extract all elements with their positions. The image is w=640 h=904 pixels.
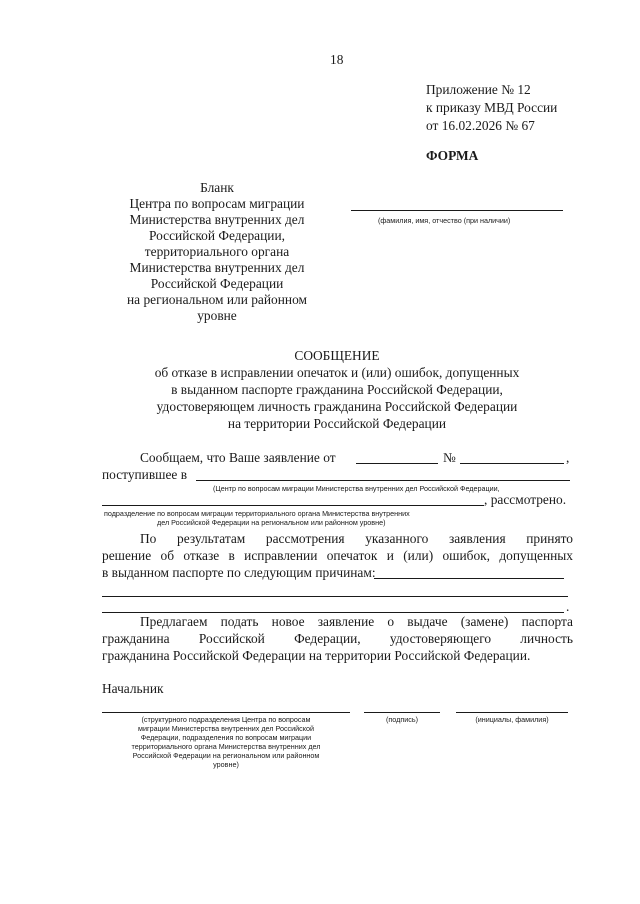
received-in-caption: (Центр по вопросам миграции Министерства внутренних дел Российской Федерации, [213, 484, 500, 493]
recipient-caption: (фамилия, имя, отчество (при наличии) [378, 216, 511, 225]
initials-caption: (инициалы, фамилия) [475, 715, 549, 724]
unit-caption-line: уровне) [213, 760, 239, 769]
unit-field[interactable] [102, 712, 350, 713]
sender-line: уровне [197, 308, 237, 323]
received-in-field-cont[interactable] [102, 505, 484, 506]
reasons-field[interactable] [374, 578, 564, 579]
sender-line: территориального органа [144, 244, 290, 259]
unit-caption-line: Федерации, подразделения по вопросам миграции [140, 733, 312, 742]
initials-field[interactable] [456, 712, 568, 713]
number-sign: № [443, 450, 456, 465]
signature-caption: (подпись) [386, 715, 418, 724]
unit-caption-line: Российской Федерации на региональном или районном [132, 751, 320, 760]
chief-label: Начальник [102, 681, 164, 696]
sender-line: Министерства внутренних дел [129, 212, 305, 227]
recipient-name-field[interactable] [351, 210, 563, 211]
unit-caption-line: (структурного подразделения Центра по вопросам [141, 715, 311, 724]
form-label: ФОРМА [426, 148, 479, 163]
appendix-number: Приложение № 12 [426, 82, 531, 97]
unit-caption-line: территориального органа Министерства внутренних дел [131, 742, 321, 751]
page-number: 18 [330, 52, 344, 67]
p2-line-3: в выданном паспорте по следующим причинам: [102, 565, 376, 580]
sender-line: Российской Федерации [150, 276, 284, 291]
title-line: об отказе в исправлении опечаток и (или) ошибок, допущенных [154, 365, 520, 380]
title-heading: СООБЩЕНИЕ [294, 348, 380, 363]
application-date-field[interactable] [356, 463, 438, 464]
received-in-label: поступившее в [102, 467, 188, 482]
subdivision-caption-2: дел Российской Федерации на региональном или районном уровне) [157, 518, 386, 527]
unit-caption [102, 715, 350, 769]
received-in-field[interactable] [196, 480, 570, 481]
signature-field[interactable] [364, 712, 440, 713]
order-date: от 16.02.2026 № 67 [426, 118, 535, 133]
sender-line: Министерства внутренних дел [129, 260, 305, 275]
unit-caption-line: миграции Министерства внутренних дел Российской [138, 724, 314, 733]
p3-line-3: гражданина Российской Федерации на территории Российской Федерации. [102, 648, 531, 663]
document-title [100, 347, 574, 432]
appendix-header [426, 82, 557, 134]
subdivision-caption-1: подразделение по вопросам миграции территориального органа Министерства внутренних [104, 509, 410, 518]
p3-line-1: Предлагаем подать новое заявление о выдаче (замене) паспорта [140, 614, 573, 629]
p3-line-2: гражданина Российской Федерации, удостоверяющего личность [102, 631, 573, 646]
title-line: на территории Российской Федерации [227, 416, 447, 431]
considered-text: , рассмотрено. [484, 492, 567, 507]
reasons-field-3[interactable] [102, 612, 564, 613]
application-number-field[interactable] [460, 463, 564, 464]
title-line: удостоверяющем личность гражданина Российской Федерации [156, 399, 518, 414]
p1-comma: , [566, 450, 570, 465]
reasons-field-2[interactable] [102, 596, 568, 597]
sender-block [112, 180, 322, 324]
p2-period: . [566, 599, 570, 614]
order-reference: к приказу МВД России [426, 100, 558, 115]
sender-line: на региональном или районном [126, 292, 307, 307]
sender-line: Центра по вопросам миграции [129, 196, 305, 211]
p2-line-2: решение об отказе в исправлении опечаток и (или) ошибок, допущенных [102, 548, 573, 563]
p1-intro: Сообщаем, что Ваше заявление от [140, 450, 336, 465]
title-line: в выданном паспорте гражданина Российской Федерации, [171, 382, 503, 397]
sender-line: Бланк [200, 180, 234, 195]
p2-line-1: По результатам рассмотрения указанного заявления принято [140, 531, 573, 546]
sender-line: Российской Федерации, [149, 228, 285, 243]
